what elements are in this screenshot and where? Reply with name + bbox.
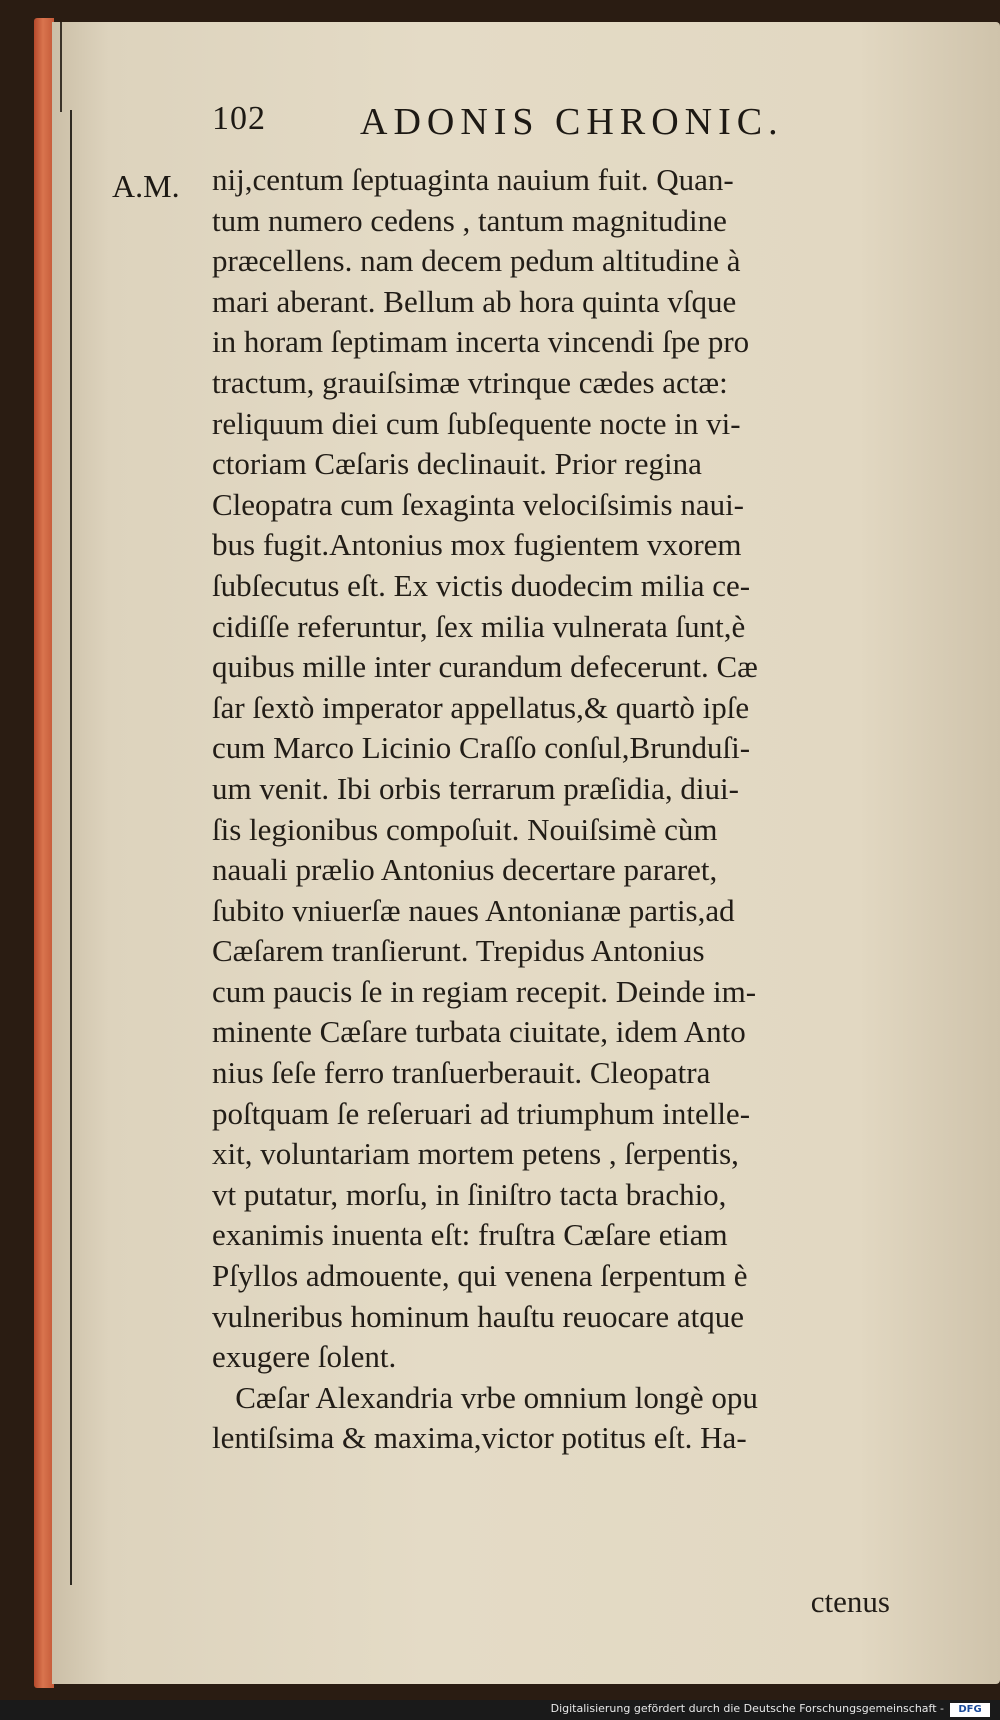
text-line: lentiſsima & maxima,victor potitus eſt. Ha- [212, 1420, 747, 1456]
text-line: exanimis inuenta eſt: fruſtra Cæſare etiam [212, 1217, 728, 1253]
text-line: mari aberant. Bellum ab hora quinta vſque [212, 283, 737, 319]
margin-note: A.M. [112, 168, 180, 204]
text-line: in horam ſeptimam incerta vincendi ſpe pro [212, 324, 750, 360]
text-line: poſtquam ſe reſeruari ad triumphum intelle- [212, 1095, 751, 1131]
text-line: ſar ſextò imperator appellatus,& quartò ipſe [212, 689, 750, 725]
dfg-logo-icon: DFG [950, 1703, 990, 1717]
text-line: um venit. Ibi orbis terrarum præſidia, diui- [212, 770, 739, 806]
text-line: ſubſecutus eſt. Ex victis duodecim milia ce- [212, 567, 751, 603]
page-header [212, 100, 892, 150]
text-line: ctoriam Cæſaris declinauit. Prior regina [212, 446, 702, 482]
footer-bar [0, 1700, 1000, 1720]
catchword-line [212, 1582, 902, 1622]
text-line: reliquum diei cum ſubſequente nocte in vi- [212, 405, 741, 441]
text-line: ſubito vniuerſæ naues Antonianæ partis,ad [212, 892, 735, 928]
body-text [212, 160, 902, 1459]
text-line: Cæſarem tranſierunt. Trepidus Antonius [212, 933, 705, 969]
text-line: nij,centum ſeptuaginta nauium fuit. Quan- [212, 162, 734, 197]
text-line: quibus mille inter curandum defecerunt. Cæ [212, 649, 758, 685]
text-line: nius ſeſe ferro tranſuerberauit. Cleopatra [212, 1055, 711, 1091]
text-line: cum paucis ſe in regiam recepit. Deinde im- [212, 973, 757, 1009]
text-line: xit, voluntariam mortem petens , ſerpentis, [212, 1136, 739, 1172]
text-line: tum numero cedens , tantum magnitudine [212, 202, 727, 238]
book-edge [34, 18, 54, 1688]
text-line: vt putatur, morſu, in ſiniſtro tacta brachio, [212, 1176, 727, 1212]
text-line: vulneribus hominum hauſtu reuocare atque [212, 1298, 745, 1334]
text-line: præcellens. nam decem pedum altitudine à [212, 243, 741, 279]
text-line: Pſyllos admouente, qui venena ſerpentum è [212, 1258, 748, 1294]
margin-rule [70, 110, 72, 1585]
catchword: ctenus [810, 1584, 890, 1619]
text-line: Cæſar Alexandria vrbe omnium longè opu [212, 1379, 758, 1415]
text-line: bus fugit.Antonius mox fugientem vxorem [212, 527, 742, 563]
margin-rule-top [60, 22, 72, 112]
footer-credit: Digitalisierung gefördert durch die Deutsche Forschungsgemeinschaft - [550, 1702, 944, 1715]
page-number: 102 [212, 100, 266, 137]
text-line: cum Marco Licinio Craſſo conſul,Brunduſi- [212, 730, 751, 766]
text-line: exugere ſolent. [212, 1339, 397, 1375]
text-line: Cleopatra cum ſexaginta velociſsimis naui- [212, 486, 745, 522]
text-line: cidiſſe referuntur, ſex milia vulnerata ſunt,è [212, 608, 746, 644]
text-line: tractum, grauiſsimæ vtrinque cædes actæ: [212, 364, 728, 400]
text-line: ſis legionibus compoſuit. Nouiſsimè cùm [212, 811, 718, 847]
running-title: ADONIS CHRONIC. [360, 101, 784, 143]
text-line: nauali prælio Antonius decertare pararet, [212, 852, 718, 888]
text-line: minente Cæſare turbata ciuitate, idem Anto [212, 1014, 746, 1050]
